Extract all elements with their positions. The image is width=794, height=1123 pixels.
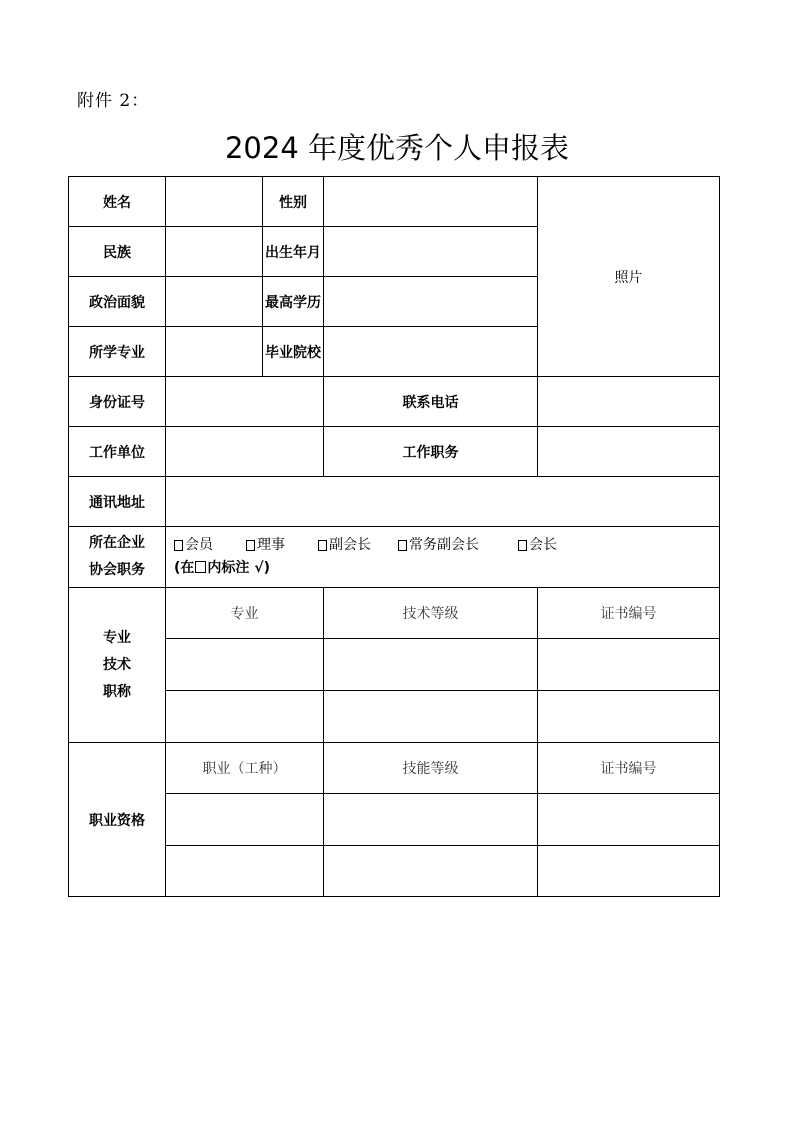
role-options-row [174,534,719,556]
option-executive-vice-president[interactable] [398,534,518,556]
education-label: 最高学历 [263,277,324,327]
vocational-occupation-field[interactable] [166,794,324,846]
name-field[interactable] [166,177,263,227]
political-label: 政治面貌 [69,277,166,327]
executive-vice-president-checkbox-icon[interactable] [398,540,407,551]
pro-title-col-specialty: 专业 [166,588,324,639]
vocational-label: 职业资格 [69,743,166,897]
pro-title-level-field[interactable] [324,639,538,691]
vocational-col-occupation: 职业（工种） [166,743,324,794]
pro-title-label-line3: 职称 [103,683,131,700]
association-role-options [166,527,720,588]
vocational-col-skill-level: 技能等级 [324,743,538,794]
association-role-label [69,527,166,588]
pro-title-label-line2: 技术 [103,656,131,673]
school-label: 毕业院校 [263,327,324,377]
pro-title-cert-field[interactable] [538,691,720,743]
ethnicity-field[interactable] [166,227,263,277]
option-president[interactable] [518,534,557,556]
pro-title-row [69,691,720,743]
vocational-header-row [69,743,720,794]
political-field[interactable] [166,277,263,327]
major-field[interactable] [166,327,263,377]
pro-title-col-level: 技术等级 [324,588,538,639]
form-row-employer [69,427,720,477]
pro-title-level-field[interactable] [324,691,538,743]
checkbox-sample-icon [195,561,206,573]
pro-title-specialty-field[interactable] [166,691,324,743]
employer-field[interactable] [166,427,324,477]
vocational-col-cert-number: 证书编号 [538,743,720,794]
pro-title-label [69,588,166,743]
name-label: 姓名 [69,177,166,227]
note-prefix: (在 [174,560,195,576]
option-director-label: 理事 [257,537,285,553]
option-executive-vice-president-label: 常务副会长 [409,537,479,553]
pro-title-specialty-field[interactable] [166,639,324,691]
pro-title-row [69,639,720,691]
job-title-field[interactable] [538,427,720,477]
form-title: 2024 年度优秀个人申报表 [224,131,570,165]
application-form-table [68,176,720,897]
form-row-address [69,477,720,527]
option-vice-president[interactable] [318,534,398,556]
photo-cell[interactable] [538,177,720,377]
vocational-skill-field[interactable] [324,794,538,846]
photo-label: 照片 [614,269,643,286]
form-row-association [69,527,720,588]
phone-field[interactable] [538,377,720,427]
pro-title-cert-field[interactable] [538,639,720,691]
address-label: 通讯地址 [69,477,166,527]
vocational-skill-field[interactable] [324,846,538,897]
id-number-label: 身份证号 [69,377,166,427]
form-row-id [69,377,720,427]
option-president-label: 会长 [529,537,557,553]
vocational-cert-field[interactable] [538,846,720,897]
checkbox-instruction [174,556,719,580]
vocational-occupation-field[interactable] [166,846,324,897]
option-director[interactable] [246,534,318,556]
vocational-row [69,794,720,846]
pro-title-header-row [69,588,720,639]
gender-field[interactable] [324,177,538,227]
address-field[interactable] [166,477,720,527]
attachment-label: 附件 2： [77,91,150,111]
education-field[interactable] [324,277,538,327]
vocational-row [69,846,720,897]
option-vice-president-label: 副会长 [329,537,371,553]
association-label-line2: 协会职务 [89,562,145,578]
note-suffix: 内标注 √) [207,560,271,576]
pro-title-label-line1: 专业 [103,629,131,646]
phone-label: 联系电话 [324,377,538,427]
id-number-field[interactable] [166,377,324,427]
birth-field[interactable] [324,227,538,277]
school-field[interactable] [324,327,538,377]
option-member-label: 会员 [185,537,213,553]
director-checkbox-icon[interactable] [246,540,255,551]
job-title-label: 工作职务 [324,427,538,477]
gender-label: 性别 [263,177,324,227]
major-label: 所学专业 [69,327,166,377]
ethnicity-label: 民族 [69,227,166,277]
member-checkbox-icon[interactable] [174,540,183,551]
president-checkbox-icon[interactable] [518,540,527,551]
vocational-cert-field[interactable] [538,794,720,846]
form-row-name [69,177,720,227]
association-label-line1: 所在企业 [89,535,145,551]
vice-president-checkbox-icon[interactable] [318,540,327,551]
pro-title-col-cert-number: 证书编号 [538,588,720,639]
option-member[interactable] [174,534,246,556]
employer-label: 工作单位 [69,427,166,477]
birth-label: 出生年月 [263,227,324,277]
